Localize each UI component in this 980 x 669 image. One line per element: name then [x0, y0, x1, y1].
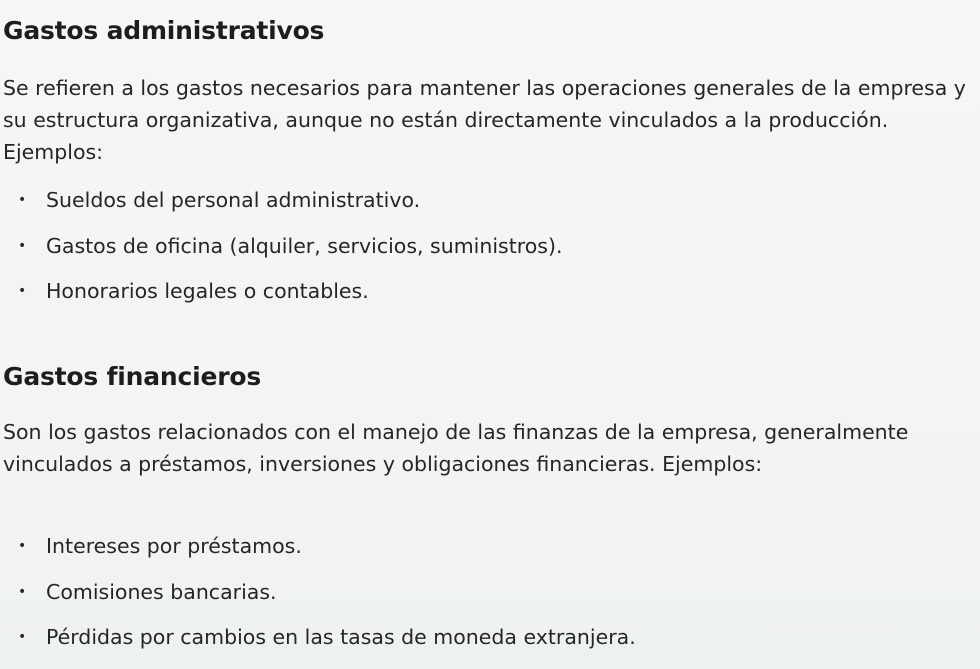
list-item — [0, 184, 975, 230]
list-item — [0, 621, 975, 667]
list-item — [0, 530, 975, 576]
section-paragraph: Se refieren a los gastos necesarios para mantener las operaciones generales de la empresa y su estructura organizativa, aunque no están directamente vinculados a la producción. Ejemplos: — [3, 76, 966, 164]
list-item — [0, 230, 975, 276]
section-heading: Gastos administrativos — [3, 16, 325, 45]
list-item-text: Pérdidas por cambios en las tasas de moneda extranjera. — [46, 625, 636, 649]
list-item — [0, 275, 975, 321]
list-item-text: Sueldos del personal administrativo. — [46, 188, 421, 212]
list-item — [0, 576, 975, 622]
list-item-text: Comisiones bancarias. — [46, 579, 277, 604]
examples-list — [0, 184, 975, 321]
list-item-text: Honorarios legales o contables. — [46, 279, 369, 303]
bullet-icon: • — [18, 583, 27, 600]
bullet-icon: • — [18, 192, 27, 208]
bullet-icon: • — [18, 237, 27, 254]
list-item-text: Intereses por préstamos. — [46, 534, 302, 558]
section-paragraph: Son los gastos relacionados con el manejo de las finanzas de la empresa, generalmente vinculados a préstamos, inversiones y obligaciones financieras. Ejemplos: — [3, 420, 909, 476]
examples-list — [0, 530, 975, 667]
section-heading: Gastos financieros — [3, 362, 262, 391]
bullet-icon: • — [18, 629, 27, 645]
list-item-text: Gastos de oficina (alquiler, servicios, suministros). — [46, 233, 563, 258]
bullet-icon: • — [18, 538, 27, 554]
bullet-icon: • — [18, 283, 27, 299]
